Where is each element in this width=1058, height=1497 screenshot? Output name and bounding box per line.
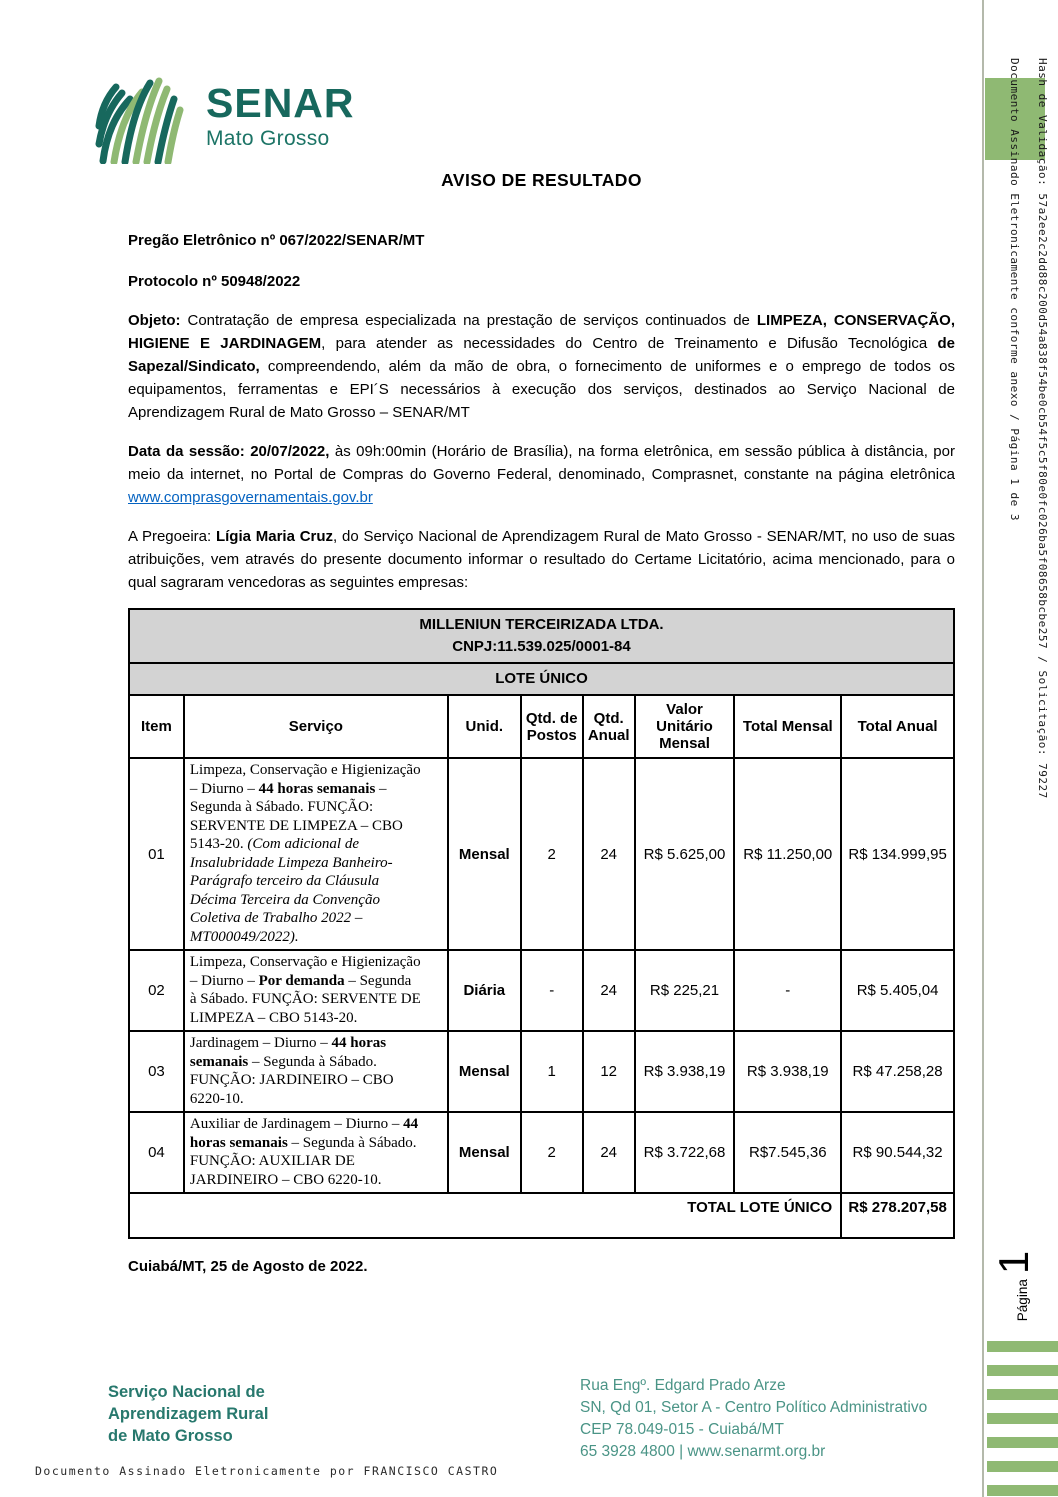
- mensal-cell: R$ 11.250,00: [734, 758, 841, 950]
- document-title: AVISO DE RESULTADO: [441, 170, 642, 190]
- protocolo-heading: Protocolo nº 50948/2022: [128, 273, 301, 290]
- signed-conform-text: Documento Assinado Eletronicamente conforme anexo / Página 1 de 3: [1008, 58, 1021, 521]
- sessao-paragraph: [128, 440, 955, 509]
- objeto-text: , para atender as necessidades do Centro de Treinamento e Difusão Tecnológica: [321, 335, 938, 352]
- objeto-bold-location: de Sapezal/Sindicato,: [128, 335, 955, 375]
- service-cell: [184, 758, 448, 950]
- footer-org-name: [108, 1381, 268, 1447]
- item-cell: 03: [129, 1031, 184, 1112]
- service-text-segment: Limpeza, Conservação e Higienização – Diurno –: [189, 954, 421, 989]
- org-name-line: Aprendizagem Rural: [108, 1405, 269, 1423]
- objeto-text: Contratação de empresa especializada na prestação de serviços continuados de: [187, 312, 757, 329]
- address-line: Rua Engº. Edgard Prado Arze: [580, 1377, 786, 1394]
- table-row: [129, 950, 954, 1031]
- objeto-text: compreendendo, além da mão de obra, o fornecimento de uniformes e o emprego de todos os equipamentos, ferramentas e EPI´S necessários à execução dos serviços, destinados ao Serviço Nacional de Aprendizagem Rural de Mato Grosso – SENAR/MT: [128, 358, 955, 421]
- service-text-segment: – Segunda à Sábado. FUNÇÃO: SERVENTE DE LIMPEZA – CBO 5143-20.: [189, 780, 403, 852]
- service-text-segment: 44 horas semanais: [258, 780, 376, 797]
- service-cell: [184, 1031, 448, 1112]
- col-header-total: Total Anual: [841, 695, 954, 758]
- item-cell: 01: [129, 758, 184, 950]
- footer-address: [580, 1375, 927, 1463]
- table-row: [129, 1112, 954, 1193]
- objeto-label: Objeto:: [128, 312, 188, 329]
- service-text-segment: – Segunda à Sábado. FUNÇÃO: AUXILIAR DE JARDINEIRO – CBO 6220-10.: [189, 1134, 417, 1188]
- senar-logo: [90, 70, 355, 164]
- pregoeira-text: A Pregoeira:: [128, 528, 216, 545]
- service-text-segment: Jardinagem – Diurno –: [189, 1035, 332, 1051]
- results-table-body: [129, 758, 954, 1193]
- page-number-value: 1: [990, 1250, 1038, 1275]
- total-label: TOTAL LOTE ÚNICO: [129, 1193, 841, 1238]
- postos-cell: 1: [521, 1031, 583, 1112]
- pregoeira-paragraph: [128, 525, 955, 594]
- unit-cell: Mensal: [448, 758, 521, 950]
- objeto-paragraph: [128, 309, 955, 424]
- date-line: Cuiabá/MT, 25 de Agosto de 2022.: [128, 1258, 368, 1275]
- compras-governamentais-link[interactable]: www.comprasgovernamentais.gov.br: [128, 489, 373, 506]
- logo-wordmark: [206, 80, 355, 151]
- col-header-postos: Qtd. de Postos: [521, 695, 583, 758]
- document-content: [128, 170, 955, 1278]
- col-header-unitario: Valor Unitário Mensal: [635, 695, 735, 758]
- total-row: [129, 1193, 954, 1238]
- service-text-segment: (Com adicional de Insalubridade Limpeza Banheiro-Parágrafo terceiro da Cláusula Décima Terceira da Convenção Coletiva de Trabalho 2022 – MT000049/2022).: [189, 836, 393, 945]
- service-text-segment: – Segunda à Sábado. FUNÇÃO: SERVENTE DE LIMPEZA – CBO 5143-20.: [189, 972, 421, 1026]
- electronic-signature-text: Documento Assinado Eletronicamente por FRANCISCO CASTRO: [35, 1464, 499, 1478]
- postos-cell: 2: [521, 758, 583, 950]
- postos-cell: 2: [521, 1112, 583, 1193]
- table-row: [129, 1031, 954, 1112]
- company-cnpj: CNPJ:11.539.025/0001-84: [452, 638, 631, 655]
- service-text-segment: Auxiliar de Jardinagem – Diurno –: [189, 1116, 404, 1132]
- col-header-unid: Unid.: [448, 695, 521, 758]
- unit-cell: Mensal: [448, 1031, 521, 1112]
- total-anual-cell: R$ 134.999,95: [841, 758, 954, 950]
- logo-brand-text: SENAR: [206, 80, 355, 126]
- pregao-heading: Pregão Eletrônico nº 067/2022/SENAR/MT: [128, 232, 425, 249]
- anual-cell: 24: [583, 1112, 635, 1193]
- col-header-item: Item: [129, 695, 184, 758]
- logo-region-text: Mato Grosso: [206, 127, 330, 150]
- anual-cell: 24: [583, 950, 635, 1031]
- page-number-label: Página: [1014, 1279, 1030, 1322]
- col-header-anual: Qtd. Anual: [583, 695, 635, 758]
- item-cell: 04: [129, 1112, 184, 1193]
- service-text-segment: 44 horas semanais: [189, 1116, 419, 1151]
- green-stripes-decoration: [987, 1341, 1058, 1497]
- company-name: MILLENIUN TERCEIRIZADA LTDA.: [419, 616, 664, 633]
- service-text-segment: – Segunda à Sábado. FUNÇÃO: JARDINEIRO – CBO 6220-10.: [189, 1053, 394, 1107]
- objeto-bold-services: LIMPEZA, CONSERVAÇÃO, HIGIENE E JARDINAGEM: [128, 312, 955, 352]
- address-line: 65 3928 4800 | www.senarmt.org.br: [580, 1443, 826, 1460]
- unitario-cell: R$ 225,21: [635, 950, 735, 1031]
- lote-band: LOTE ÚNICO: [129, 663, 954, 695]
- unitario-cell: R$ 5.625,00: [635, 758, 735, 950]
- service-text-segment: Por demanda: [258, 972, 345, 989]
- unit-cell: Diária: [448, 950, 521, 1031]
- mensal-cell: R$ 3.938,19: [734, 1031, 841, 1112]
- address-line: SN, Qd 01, Setor A - Centro Político Administrativo: [580, 1399, 928, 1416]
- address-line: CEP 78.049-015 - Cuiabá/MT: [580, 1421, 784, 1438]
- service-cell: [184, 950, 448, 1031]
- total-value: R$ 278.207,58: [841, 1193, 954, 1238]
- unitario-cell: R$ 3.938,19: [635, 1031, 735, 1112]
- company-band-row: [129, 609, 954, 663]
- service-cell: [184, 1112, 448, 1193]
- sessao-text: às 09h:00min (Horário de Brasília), na forma eletrônica, em sessão pública à distância, por meio da internet, no Portal de Compras do Governo Federal, denominado, Comprasnet, constante na página eletrônica: [128, 443, 955, 483]
- results-table: [128, 608, 955, 1239]
- anual-cell: 24: [583, 758, 635, 950]
- unitario-cell: R$ 3.722,68: [635, 1112, 735, 1193]
- lote-band-row: [129, 663, 954, 695]
- pregoeira-name: Lígia Maria Cruz: [215, 528, 334, 545]
- org-name-line: de Mato Grosso: [108, 1427, 233, 1445]
- hash-validation-text: Hash de Validação: 57a2ee2c2dd88c200d54a838f54be0cb54f5c5f80e0fc026ba5f08658bcbe257 / Solicitação: 79227: [1036, 58, 1049, 799]
- postos-cell: -: [521, 950, 583, 1031]
- item-cell: 02: [129, 950, 184, 1031]
- service-text-segment: Limpeza, Conservação e Higienização – Diurno –: [189, 762, 421, 797]
- unit-cell: Mensal: [448, 1112, 521, 1193]
- senar-wheat-icon: [90, 70, 192, 164]
- total-anual-cell: R$ 47.258,28: [841, 1031, 954, 1112]
- column-header-row: [129, 695, 954, 758]
- table-row: [129, 758, 954, 950]
- total-anual-cell: R$ 90.544,32: [841, 1112, 954, 1193]
- sessao-date-label: Data da sessão: 20/07/2022,: [128, 443, 330, 460]
- pregoeira-text: , do Serviço Nacional de Aprendizagem Rural de Mato Grosso - SENAR/MT, no uso de suas atribuições, vem através do presente documento informar o resultado do Certame Licitatório, acima mencionado, para o qual sagraram vencedoras as seguintes empresas:: [128, 528, 956, 591]
- mensal-cell: -: [734, 950, 841, 1031]
- col-header-servico: Serviço: [184, 695, 448, 758]
- page-number: [983, 1231, 1038, 1341]
- anual-cell: 12: [583, 1031, 635, 1112]
- mensal-cell: R$7.545,36: [734, 1112, 841, 1193]
- company-band: [129, 609, 954, 663]
- total-anual-cell: R$ 5.405,04: [841, 950, 954, 1031]
- col-header-mensal: Total Mensal: [734, 695, 841, 758]
- org-name-line: Serviço Nacional de: [108, 1383, 265, 1401]
- service-text-segment: 44 horas semanais: [189, 1035, 387, 1070]
